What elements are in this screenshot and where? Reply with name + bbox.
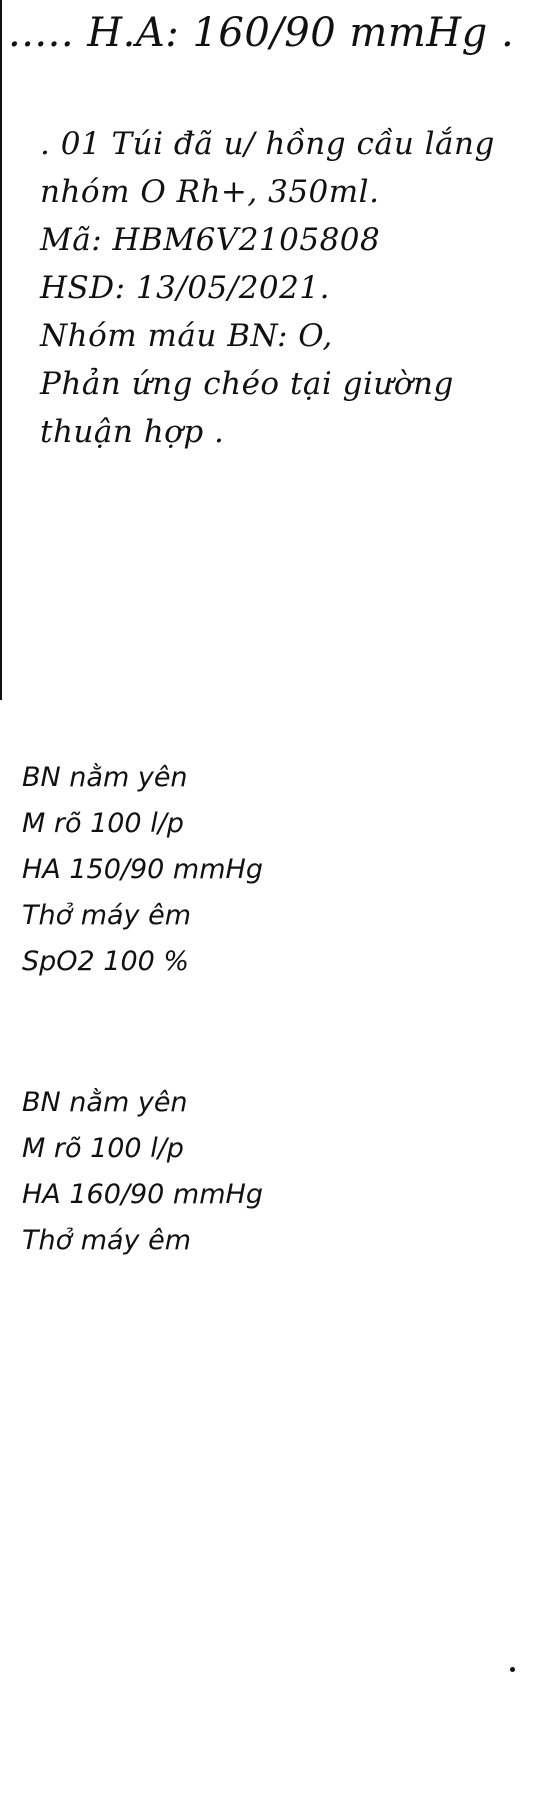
vitals-line: Thở máy êm xyxy=(22,900,192,931)
blood-pressure-note: ..... H.A: 160/90 mmHg . xyxy=(8,10,515,56)
transfusion-note xyxy=(40,120,495,456)
vitals-line: HA 160/90 mmHg xyxy=(22,1179,263,1210)
vitals-line: M rõ 100 l/p xyxy=(22,808,184,839)
transfusion-note-line: . 01 Túi đã u/ hồng cầu lắng xyxy=(40,126,495,162)
transfusion-note-line: thuận hợp . xyxy=(40,414,225,450)
vitals-entry-1 xyxy=(22,755,263,985)
vitals-line: Thở máy êm xyxy=(22,1225,192,1256)
vitals-entry-2 xyxy=(22,1080,263,1264)
vitals-line: M rõ 100 l/p xyxy=(22,1133,184,1164)
vitals-line: BN nằm yên xyxy=(22,1087,188,1118)
vitals-line: SpO2 100 % xyxy=(22,946,190,977)
transfusion-note-line: Nhóm máu BN: O, xyxy=(40,318,333,354)
transfusion-note-line: HSD: 13/05/2021. xyxy=(40,270,330,306)
left-margin-line xyxy=(0,0,2,700)
transfusion-note-line: Phản ứng chéo tại giường xyxy=(40,366,454,402)
transfusion-note-line: Mã: HBM6V2105808 xyxy=(40,222,381,258)
vitals-line: HA 150/90 mmHg xyxy=(22,854,263,885)
transfusion-note-line: nhóm O Rh+, 350ml. xyxy=(40,174,380,210)
vitals-line: BN nằm yên xyxy=(22,762,188,793)
stray-ink-dot xyxy=(510,1667,515,1672)
